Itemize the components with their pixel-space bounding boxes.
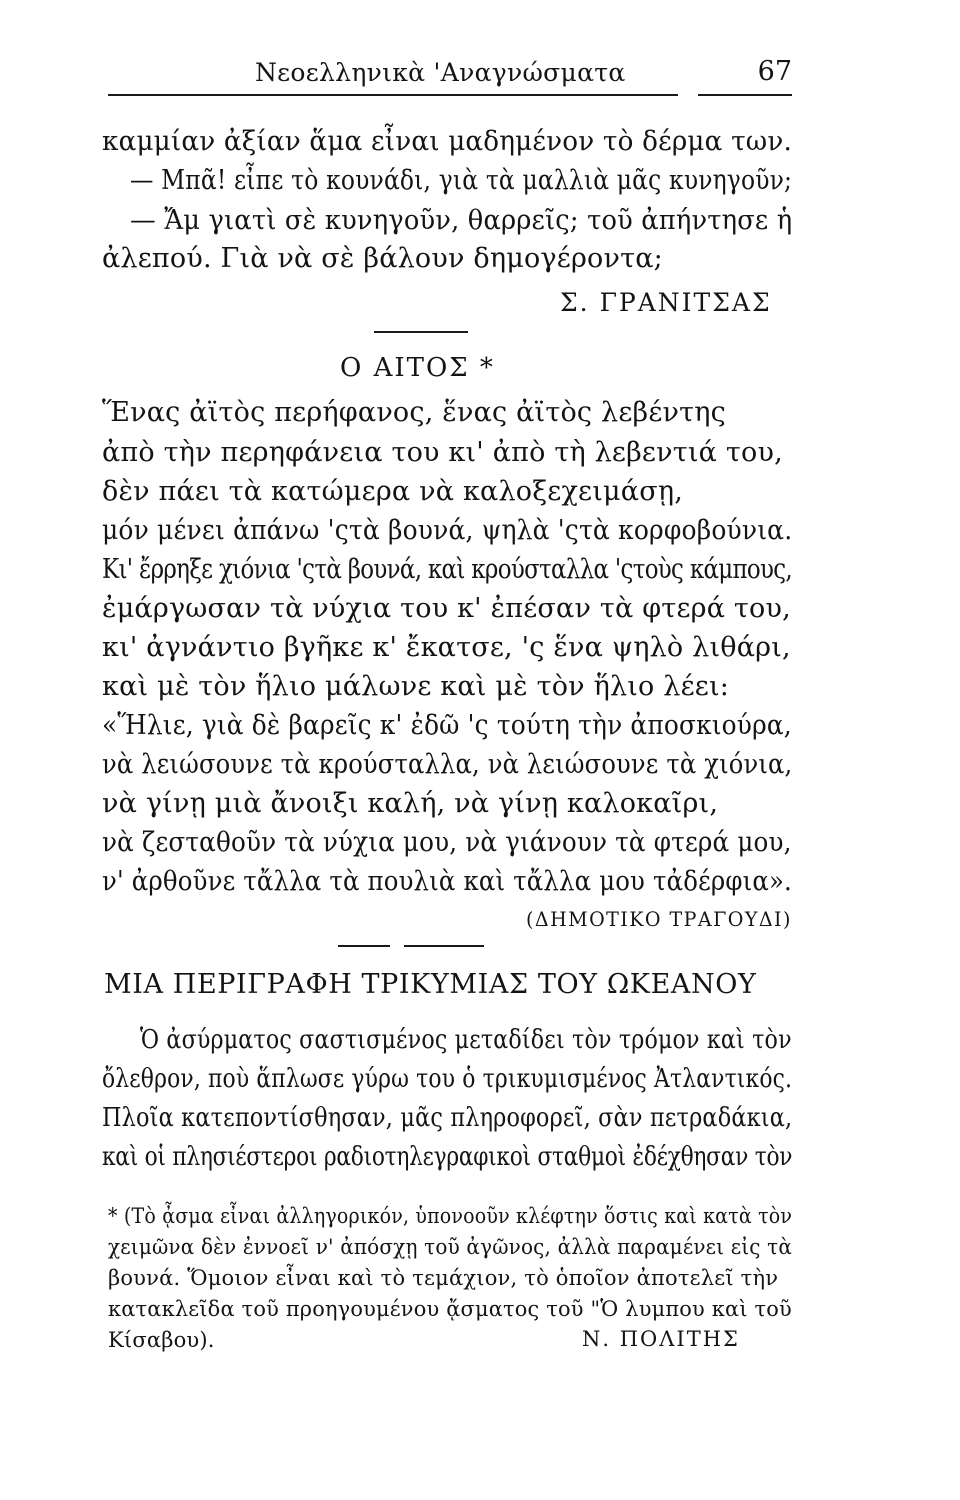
footnote-line: Κίσαβου).: [108, 1328, 215, 1352]
section-divider: [404, 945, 484, 947]
running-title: Νεοελληνικὰ 'Αναγνώσματα: [255, 58, 626, 87]
header-rule-left: [108, 94, 678, 96]
author-signature: Σ. ΓΡΑΝΙΤΣΑΣ: [560, 288, 772, 317]
article-title: ΜΙΑ ΠΕΡΙΓΡΑΦΗ ΤΡΙΚΥΜΙΑΣ ΤΟΥ ΩΚΕΑΝΟΥ: [104, 969, 757, 1000]
poem-line: νὰ λειώσουνε τὰ κρούσταλλα, νὰ λειώσουνε τὰ χιόνια,: [102, 749, 793, 780]
poem-line: μόν μένει ἀπάνω 'ςτὰ βουνά, ψηλὰ 'ςτὰ κορφοβούνια.: [102, 515, 793, 546]
header-rule-right: [698, 94, 792, 96]
prose-line: — Ἄμ γιατὶ σὲ κυνηγοῦν, θαρρεῖς; τοῦ ἀπήντησε ἡ: [130, 205, 793, 236]
article-line: καὶ οἱ πλησιέστεροι ραδιοτηλεγραφικοὶ σταθμοὶ ἐδέχθησαν τὸν: [102, 1142, 793, 1172]
article-line: Πλοῖα κατεποντίσθησαν, μᾶς πληροφορεῖ, σὰν πετραδάκια,: [102, 1103, 793, 1133]
poem-line: Κι' ἔρρηξε χιόνια 'ςτὰ βουνά, καὶ κρούσταλλα 'ςτοὺς κάμπους,: [102, 554, 792, 585]
footnote-line: χειμῶνα δὲν ἐννοεῖ ν' ἀπόσχῃ τοῦ ἀγῶνος, ἀλλὰ παραμένει εἰς τὰ: [108, 1235, 793, 1259]
page-number: 67: [757, 56, 792, 87]
poem-line: «Ἥλιε, γιὰ δὲ βαρεῖς κ' ἐδῶ 'ς τούτη τὴν ἀποσκιούρα,: [102, 710, 792, 741]
poem-line: ἀπὸ τὴν περηφάνεια του κι' ἀπὸ τὴ λεβεντιά του,: [102, 437, 783, 468]
poem-line: δὲν πάει τὰ κατώμερα νὰ καλοξεχειμάσῃ,: [102, 476, 683, 507]
poem-line: Ἕνας ἀϊτὸς περήφανος, ἕνας ἀϊτὸς λεβέντης: [102, 397, 726, 428]
poem-source: (ΔΗΜΟΤΙΚΟ ΤΡΑΓΟΥΔΙ): [526, 907, 792, 931]
prose-line: καμμίαν ἀξίαν ἅμα εἶναι μαδημένον τὸ δέρμα των.: [102, 126, 792, 157]
article-line: Ὁ ἀσύρματος σαστισμένος μεταδίδει τὸν τρόμον καὶ τὸν: [140, 1025, 792, 1055]
poem-line: ν' ἀρθοῦνε τἄλλα τὰ πουλιὰ καὶ τἄλλα μου τἀδέρφια».: [102, 866, 792, 897]
footnote-line: βουνά. Ὅμοιον εἶναι καὶ τὸ τεμάχιον, τὸ ὁποῖον ἀποτελεῖ τὴν: [108, 1266, 779, 1290]
prose-line: — Μπᾶ! εἶπε τὸ κουνάδι, γιὰ τὰ μαλλιὰ μᾶς κυνηγοῦν;: [130, 165, 793, 196]
poem-line: ἐμάργωσαν τὰ νύχια του κ' ἐπέσαν τὰ φτερά του,: [102, 593, 791, 624]
section-divider: [374, 331, 468, 333]
footnote-line: * (Τὸ ᾆσμα εἶναι ἀλληγορικόν, ὑπονοοῦν κλέφτην ὅστις καὶ κατὰ τὸν: [108, 1204, 793, 1228]
footnote-signature: Ν. ΠΟΛΙΤΗΣ: [582, 1327, 740, 1351]
section-divider: [338, 945, 390, 947]
poem-title: Ο ΑΙΤΟΣ *: [340, 353, 495, 383]
article-line: ὄλεθρον, ποὺ ἅπλωσε γύρω του ὁ τρικυμισμένος Ἀτλαντικός.: [102, 1064, 793, 1094]
prose-line: ἀλεπού. Γιὰ νὰ σὲ βάλουν δημογέροντα;: [102, 243, 663, 274]
poem-line: καὶ μὲ τὸν ἥλιο μάλωνε καὶ μὲ τὸν ἥλιο λέει:: [102, 671, 730, 702]
poem-line: νὰ γίνῃ μιὰ ἄνοιξι καλή, νὰ γίνῃ καλοκαῖρι,: [102, 788, 719, 819]
running-header: [100, 56, 792, 92]
footnote-rule: [102, 1188, 792, 1189]
poem-line: κι' ἀγνάντιο βγῆκε κ' ἔκατσε, 'ς ἕνα ψηλὸ λιθάρι,: [102, 632, 791, 663]
footnote-line: κατακλεῖδα τοῦ προηγουμένου ᾄσματος τοῦ "Ὁ λυμπου καὶ τοῦ: [108, 1297, 792, 1321]
poem-line: νὰ ζεσταθοῦν τὰ νύχια μου, νὰ γιάνουν τὰ φτερά μου,: [102, 827, 792, 858]
